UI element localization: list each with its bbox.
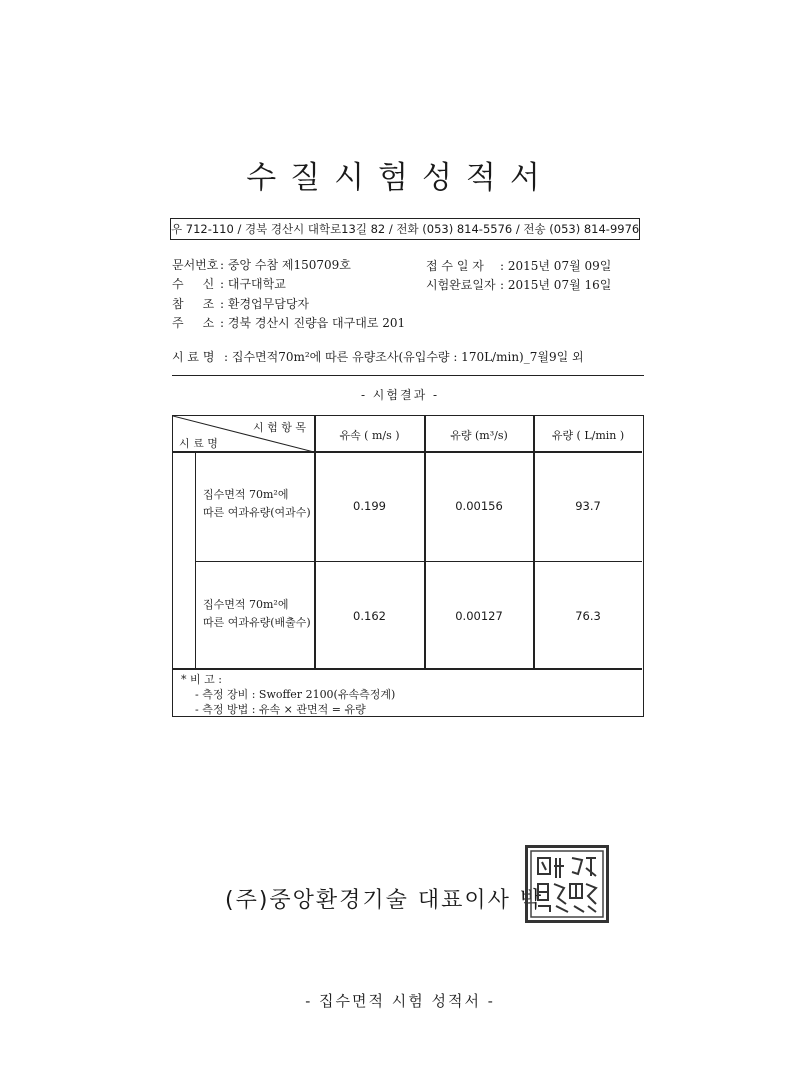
sample-col-inner-line (195, 451, 196, 668)
row1-velocity: 0.199 (353, 499, 386, 513)
header-sample-name: 시 료 명 (179, 437, 218, 450)
footer-text: - 집수면적 시험 성적서 - (305, 992, 495, 1010)
received-date-row (426, 257, 611, 274)
completed-date-row (426, 276, 611, 293)
reference-row (172, 296, 309, 312)
column-header-flow-lmin: 유량 ( L/min ) (551, 429, 625, 442)
signature-line: (주)중앙환경기술 대표이사 박 (225, 888, 544, 913)
divider (172, 375, 644, 376)
received-date-value: : 2015년 07월 09일 (500, 259, 612, 273)
row-divider (195, 561, 642, 562)
sample-name-label: 시 료 명 (172, 350, 215, 364)
document-title: 수질시험성적서 (246, 160, 554, 196)
sample-name-row (172, 348, 584, 365)
notes-divider (173, 668, 642, 670)
note-method: - 측정 방법 : 유속 × 관면적 = 유량 (195, 703, 366, 716)
company-seal-icon (525, 845, 609, 923)
row2-flow-m3s: 0.00127 (455, 609, 503, 623)
row2-sample-line1: 집수면적 70m²에 (203, 598, 289, 611)
col-divider-1 (314, 416, 316, 668)
sample-name-value: : 집수면적70m²에 따른 유량조사(유입수량 : 170L/min)_7월9일 외 (224, 350, 584, 364)
row1-sample-line2: 따른 여과유량(여과수) (203, 506, 311, 519)
reference-value: : 환경업무담당자 (220, 297, 310, 311)
row1-flow-lmin: 93.7 (575, 499, 601, 513)
doc-number-row (172, 257, 351, 273)
col-divider-2 (424, 416, 426, 668)
results-table (172, 415, 644, 717)
address-label: 주 소 (172, 316, 215, 330)
completed-date-value: : 2015년 07월 16일 (500, 278, 612, 292)
col-divider-3 (533, 416, 535, 668)
row2-flow-lmin: 76.3 (575, 609, 601, 623)
header-test-item: 시 험 항 목 (253, 421, 306, 434)
row2-velocity: 0.162 (353, 609, 386, 623)
reference-label: 참 조 (172, 297, 215, 311)
section-title: - 시험결과 - (360, 388, 440, 402)
address-row (172, 315, 405, 331)
note-equipment: - 측정 장비 : Swoffer 2100(유속측정계) (195, 688, 396, 701)
completed-date-label: 시험완료일자 (426, 278, 496, 292)
recipient-row (172, 276, 286, 292)
row2-sample-line2: 따른 여과유량(배출수) (203, 616, 311, 629)
received-date-label: 접 수 일 자 (426, 259, 484, 273)
row1-sample-line1: 집수면적 70m²에 (203, 488, 289, 501)
address-box: 우 712-110 / 경북 경산시 대학로13길 82 / 전화 (053) 814-5576 / 전송 (053) 814-9976 (170, 218, 640, 240)
doc-number-label: 문서번호 (172, 258, 219, 272)
row1-flow-m3s: 0.00156 (455, 499, 503, 513)
notes-title: * 비 고 : (181, 673, 222, 686)
column-header-flow-m3s: 유량 (m³/s) (450, 429, 508, 442)
recipient-label: 수 신 (172, 277, 215, 291)
address-value: : 경북 경산시 진량읍 대구대로 201 (220, 316, 406, 330)
recipient-value: : 대구대학교 (220, 277, 286, 291)
column-header-velocity: 유속 ( m/s ) (339, 429, 400, 442)
doc-number-value: : 중앙 수참 제150709호 (220, 258, 351, 272)
